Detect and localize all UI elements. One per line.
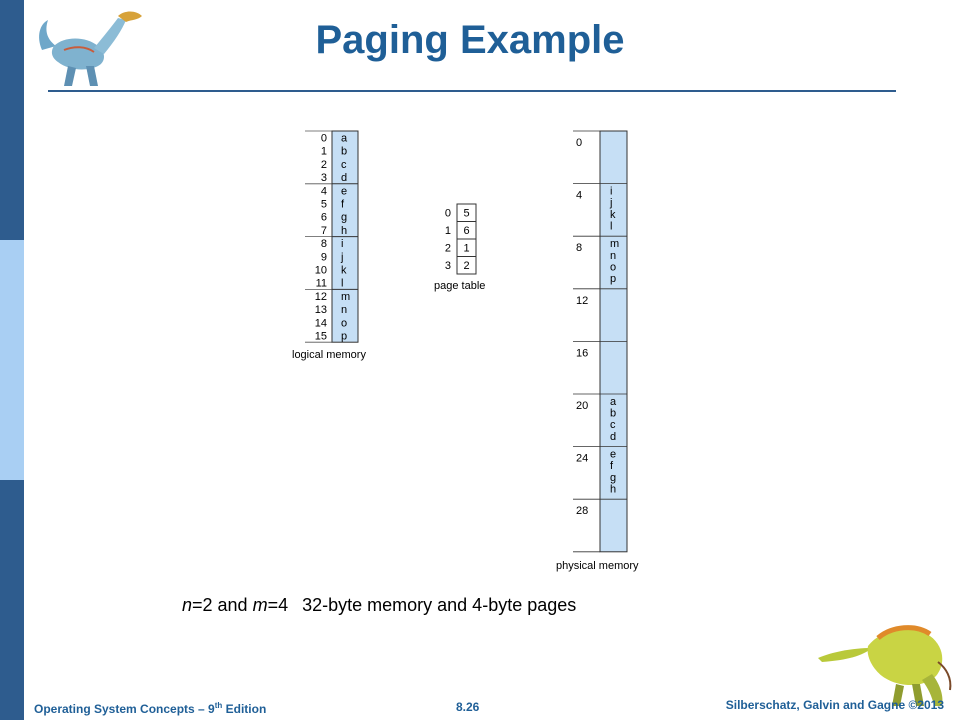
- physical-frame-address: 4: [576, 189, 583, 202]
- logical-content: h: [341, 224, 348, 237]
- page-table-block: [445, 204, 476, 274]
- logical-address: 7: [320, 224, 327, 237]
- logical-content: l: [341, 277, 344, 290]
- logical-content: o: [341, 317, 348, 330]
- physical-frame-address: 20: [576, 400, 589, 412]
- physical-content: a: [610, 396, 617, 408]
- logical-address: 15: [314, 330, 327, 343]
- caption-n-var: n: [182, 595, 193, 615]
- footer-book-title-end: Edition: [222, 702, 267, 716]
- logical-address: 13: [314, 304, 327, 317]
- logical-address: 0: [320, 132, 327, 145]
- logical-address: 3: [320, 172, 327, 185]
- physical-content: o: [610, 261, 617, 274]
- logical-address: 10: [314, 264, 327, 277]
- logical-content: g: [341, 211, 348, 224]
- physical-content: k: [610, 208, 616, 221]
- logical-content: j: [341, 251, 344, 264]
- physical-content: l: [610, 220, 613, 233]
- physical-frame-address: 0: [576, 137, 583, 149]
- physical-content: c: [610, 419, 616, 432]
- logical-content: c: [341, 158, 347, 171]
- logical-content: e: [341, 185, 348, 198]
- caption-m-var: m: [252, 595, 268, 615]
- physical-content: h: [610, 483, 617, 496]
- logical-content: i: [341, 238, 344, 251]
- footer-book-title: [34, 701, 266, 716]
- physical-content: g: [610, 471, 617, 484]
- physical-frame-address: 24: [576, 452, 589, 465]
- physical-frame-address: 12: [576, 294, 589, 307]
- logical-memory-block: [305, 131, 358, 343]
- logical-address: 6: [320, 211, 327, 224]
- page-table-page: 0: [444, 207, 451, 220]
- page-table-frame: 2: [463, 260, 470, 272]
- logical-address: 5: [320, 198, 327, 211]
- physical-content: p: [610, 273, 617, 285]
- logical-address: 1: [320, 145, 327, 158]
- physical-frame-address: 16: [576, 347, 589, 360]
- logical-content: k: [341, 264, 347, 277]
- physical-content: m: [610, 238, 620, 251]
- physical-content: i: [610, 185, 613, 198]
- physical-memory-label: physical memory: [556, 560, 639, 572]
- logical-address: 11: [315, 277, 327, 290]
- footer-copyright: Silberschatz, Galvin and Gagne ©2013: [725, 698, 944, 712]
- page-table-page: 2: [444, 242, 451, 255]
- physical-content: j: [610, 197, 613, 210]
- logical-address: 8: [320, 238, 327, 251]
- page-table-page: 3: [444, 260, 451, 272]
- logical-content: b: [341, 145, 348, 158]
- footer-book-title-main: Operating System Concepts – 9: [34, 702, 215, 716]
- logical-address: 14: [314, 317, 327, 330]
- page-table-frame: 5: [463, 207, 470, 220]
- logical-address: 12: [314, 290, 327, 303]
- physical-frame-address: 8: [576, 242, 583, 255]
- logical-address: 9: [320, 251, 327, 264]
- page-table-label: page table: [434, 280, 486, 292]
- caption-text: [182, 595, 576, 616]
- physical-content: n: [610, 249, 617, 262]
- physical-frame-address: 28: [576, 505, 589, 518]
- caption-n-val: =2 and: [192, 595, 253, 615]
- physical-memory-block: [573, 131, 627, 552]
- logical-content: f: [341, 198, 345, 211]
- logical-content: p: [341, 330, 348, 343]
- physical-content: b: [610, 407, 617, 420]
- caption-m-val: =4: [267, 595, 289, 615]
- footer-book-title-sup: th: [214, 701, 223, 710]
- logical-content: d: [341, 172, 348, 185]
- caption-rest: 32-byte memory and 4-byte pages: [302, 595, 577, 615]
- logical-memory-label: logical memory: [292, 349, 366, 361]
- logical-content: a: [341, 132, 348, 145]
- slide-title: Paging Example: [315, 18, 625, 62]
- physical-content: f: [610, 460, 614, 473]
- dinosaur-footer-icon: [812, 618, 958, 710]
- footer-slide-number: 8.26: [456, 700, 480, 714]
- logical-address: 4: [320, 185, 327, 198]
- page-table-frame: 6: [463, 225, 470, 237]
- page-table-page: 1: [444, 225, 451, 237]
- physical-content: d: [610, 430, 617, 443]
- logical-content: m: [341, 290, 351, 303]
- physical-content: e: [610, 448, 617, 461]
- logical-address: 2: [320, 158, 327, 171]
- logical-content: n: [341, 304, 348, 317]
- page-table-frame: 1: [463, 242, 470, 255]
